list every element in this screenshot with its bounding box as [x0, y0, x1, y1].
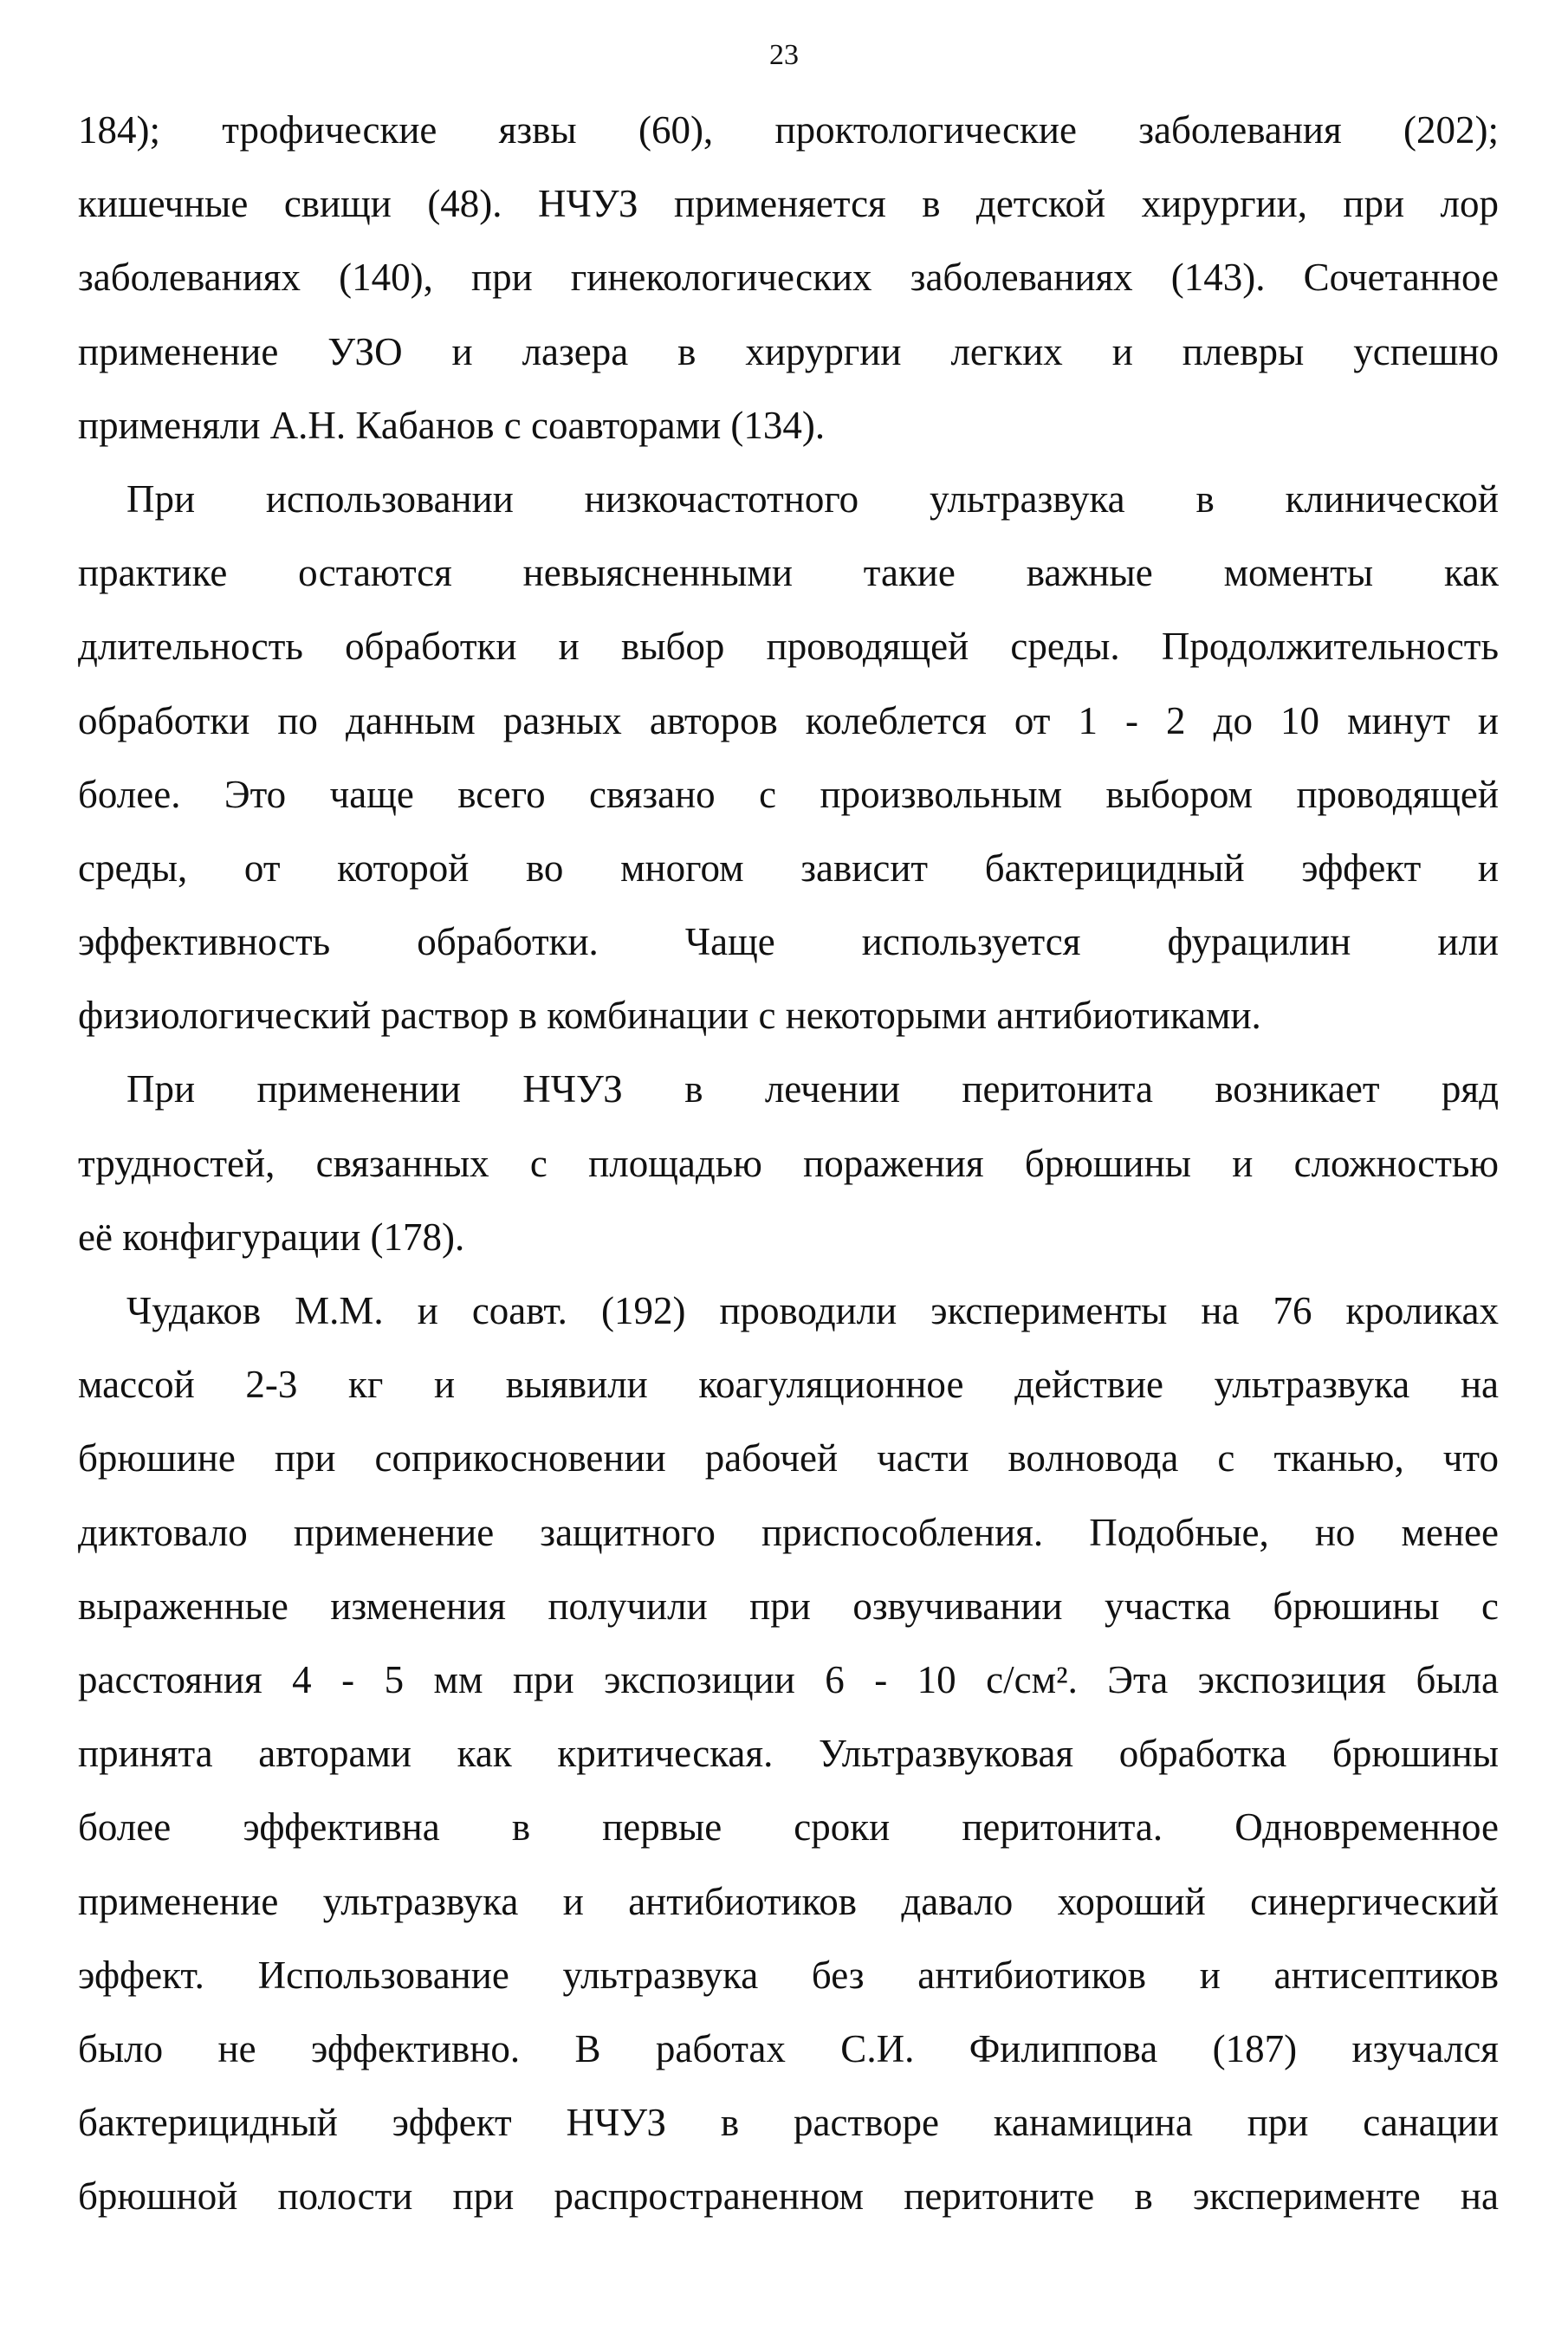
text-line: эффективность обработки. Чаще используется фурацилин или	[78, 920, 1499, 964]
text-line: расстояния 4 - 5 мм при экспозиции 6 - 10 с/см². Эта экспозиция была	[78, 1657, 1499, 1701]
paragraph	[78, 1053, 1499, 1274]
text-line: выраженные изменения получили при озвучивании участка брюшины с	[78, 1584, 1499, 1628]
text-line: более. Это чаще всего связано с произвольным выбором проводящей	[78, 772, 1499, 816]
text-line: принята авторами как критическая. Ультразвуковая обработка брюшины	[78, 1732, 1499, 1776]
text-line: диктовало применение защитного приспособления. Подобные, но менее	[78, 1510, 1499, 1554]
paragraph	[78, 463, 1499, 1053]
text-line: заболеваниях (140), при гинекологических заболеваниях (143). Сочетанное	[78, 256, 1499, 300]
text-line: Чудаков М.М. и соавт. (192) проводили эксперименты на 76 кроликах	[126, 1289, 1499, 1332]
text-line: При использовании низкочастотного ультразвука в клинической	[126, 476, 1499, 521]
text-line: трудностей, связанных с площадью поражения брюшины и сложностью	[78, 1141, 1499, 1185]
text-line: При применении НЧУЗ в лечении перитонита возникает ряд	[126, 1067, 1499, 1111]
text-line: применяли А.Н. Кабанов с соавторами (134).	[78, 403, 826, 447]
text-line: длительность обработки и выбор проводящей среды. Продолжительность	[78, 625, 1499, 669]
text-line: брюшной полости при распространенном перитоните в эксперименте на	[78, 2174, 1499, 2219]
page-number: 23	[769, 39, 799, 71]
paragraph	[78, 94, 1499, 463]
text-line: физиологический раствор в комбинации с некоторыми антибиотиками.	[78, 994, 1261, 1038]
text-line: бактерицидный эффект НЧУЗ в растворе канамицина при санации	[78, 2101, 1499, 2145]
text-line: массой 2-3 кг и выявили коагуляционное действие ультразвука на	[78, 1363, 1499, 1407]
text-line: применение ультразвука и антибиотиков давало хороший синергический	[78, 1879, 1499, 1923]
text-line: среды, от которой во многом зависит бактерицидный эффект и	[78, 846, 1499, 890]
text-line: практике остаются невыясненными такие важные моменты как	[78, 551, 1499, 595]
text-line: применение УЗО и лазера в хирургии легких и плевры успешно	[78, 329, 1499, 373]
paragraph	[78, 1274, 1499, 2233]
text-line: брюшине при соприкосновении рабочей части волновода с тканью, что	[78, 1436, 1499, 1481]
text-line: более эффективна в первые сроки перитонита. Одновременное	[78, 1805, 1499, 1850]
text-line: её конфигурации (178).	[78, 1215, 465, 1259]
text-line: 184); трофические язвы (60), проктологические заболевания (202);	[78, 108, 1499, 152]
text-line: обработки по данным разных авторов колеблется от 1 - 2 до 10 минут и	[78, 698, 1499, 742]
text-line: эффект. Использование ультразвука без антибиотиков и антисептиков	[78, 1953, 1499, 1997]
text-line: кишечные свищи (48). НЧУЗ применяется в детской хирургии, при лор	[78, 182, 1499, 226]
text-line: было не эффективно. В работах С.И. Филиппова (187) изучался	[78, 2026, 1499, 2070]
body-text	[78, 94, 1499, 2233]
